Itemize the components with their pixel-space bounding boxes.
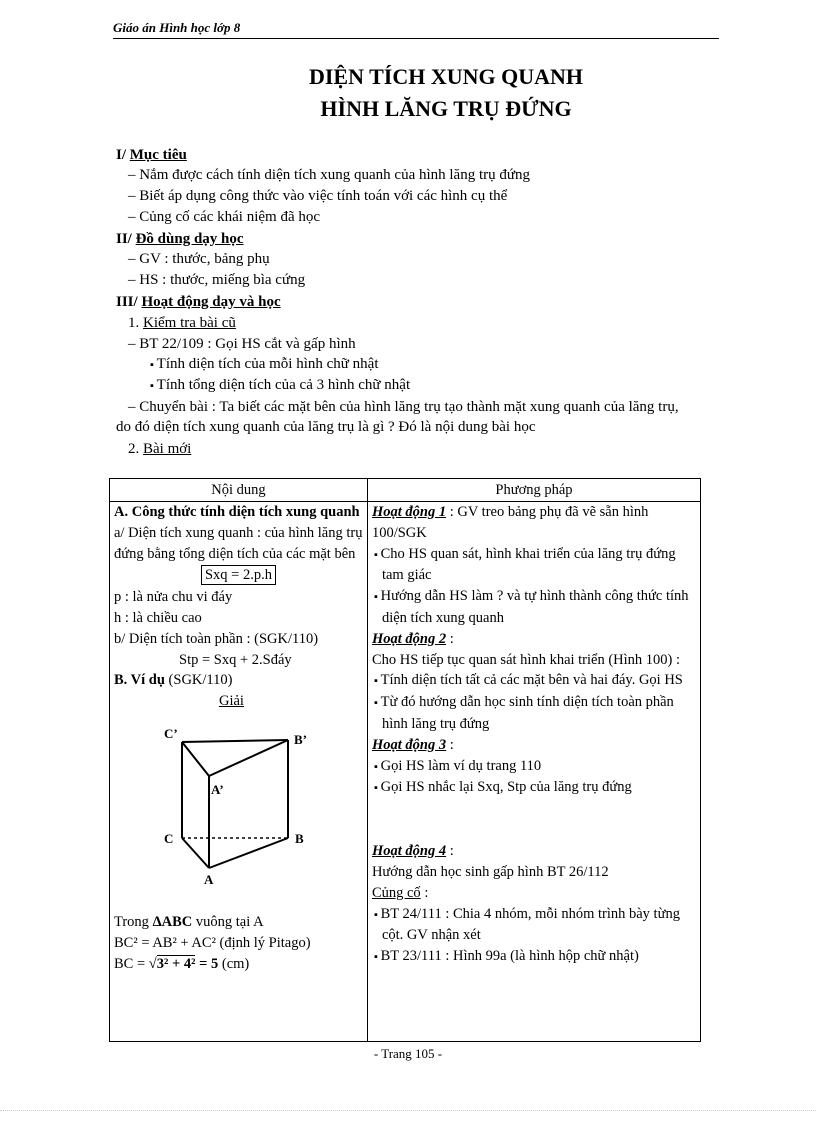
activity-2-item: ▪ Tính diện tích tất cả các mặt bên và hai đáy. Gọi HS: [372, 670, 696, 692]
section-2-heading: II/ Đồ dùng dạy học: [116, 231, 244, 247]
label-c1: C’: [164, 725, 178, 741]
formula-stp: Stp = Sxq + 2.Sđáy: [179, 651, 292, 668]
lesson-table: [109, 478, 701, 1042]
section-1-heading: I/ Mục tiêu: [116, 147, 187, 163]
part-a-title: A. Công thức tính diện tích xung quanh: [114, 504, 360, 520]
activity-1: Hoạt động 1 : GV treo bảng phụ đã vẽ sẵn hình 100/SGK: [371, 504, 649, 541]
goal-item: – Củng cố các khái niệm đã học: [128, 209, 321, 225]
activity-2-text: Cho HS tiếp tục quan sát hình khai triển (Hình 100) :: [371, 651, 681, 668]
label-b1: B’: [294, 731, 307, 747]
title-line-1: DIỆN TÍCH XUNG QUANH: [308, 64, 583, 89]
consolidation-heading: Củng cố :: [371, 884, 429, 901]
activity-1-item: ▪ Hướng dẫn HS làm ? và tự hình thành công thức tính diện tích xung quanh: [372, 586, 696, 629]
label-a: A: [204, 871, 214, 887]
edge-ca: [182, 838, 209, 868]
part-2-heading: 2. Bài mới: [128, 441, 192, 457]
activity-2-item: ▪ Từ đó hướng dẫn học sinh tính diện tích toàn phần hình lăng trụ đứng: [372, 692, 696, 735]
activity-3-item: ▪ Gọi HS làm ví dụ trang 110: [372, 756, 696, 778]
label-b: B: [295, 830, 304, 846]
solution-label: Giải: [219, 693, 244, 710]
example-triangle-line: Trong ΔABC vuông tại A: [114, 913, 264, 930]
part-b-title: B. Ví dụ (SGK/110): [114, 672, 233, 689]
page-header: Giáo án Hình học lớp 8: [113, 20, 719, 39]
activity-2: Hoạt động 2 :: [371, 630, 454, 647]
pitago-line: BC² = AB² + AC² (định lý Pitago): [114, 934, 311, 951]
part-1-heading: 1. Kiểm tra bài cũ: [128, 315, 236, 331]
formula-sxq: Sxq = 2.p.h: [201, 565, 276, 585]
p-definition: p : là nửa chu vi đáy: [114, 589, 233, 606]
bc-result-line: BC = √3² + 4² = 5 (cm): [114, 955, 250, 972]
transition-line-1: – Chuyển bài : Ta biết các mặt bên của hình lăng trụ tạo thành mặt xung quanh của lăng trụ,: [128, 399, 679, 415]
label-a1: A’: [211, 781, 224, 797]
goal-item: – Nắm được cách tính diện tích xung quanh của hình lăng trụ đứng: [128, 167, 531, 183]
consolidation-item: ▪ BT 24/111 : Chia 4 nhóm, mỗi nhóm trình bày từng cột. GV nhận xét: [372, 904, 696, 947]
page-bottom-rule: [0, 1110, 816, 1111]
edge-ba: [209, 838, 288, 868]
content-cell: [110, 502, 368, 1042]
tool-item: – GV : thước, bảng phụ: [128, 251, 270, 267]
edge-c1b1: [182, 740, 288, 742]
bt22-item: ▪ Tính tổng diện tích của cả 3 hình chữ nhật: [150, 377, 411, 393]
total-area-definition: b/ Diện tích toàn phần : (SGK/110): [114, 630, 319, 647]
activity-4-text: Hướng dẫn học sinh gấp hình BT 26/112: [371, 863, 609, 880]
method-cell: [367, 502, 700, 1042]
tool-item: – HS : thước, miếng bìa cứng: [128, 272, 306, 288]
bt22-line: – BT 22/109 : Gọi HS cắt và gấp hình: [128, 336, 356, 352]
transition-line-2: do đó diện tích xung quanh của lăng trụ là gì ? Đó là nội dung bài học: [116, 419, 536, 435]
title-line-2: HÌNH LĂNG TRỤ ĐỨNG: [320, 96, 572, 121]
activity-4: Hoạt động 4 :: [371, 843, 454, 860]
h-definition: h : là chiều cao: [114, 609, 202, 626]
label-c: C: [164, 830, 174, 846]
goal-item: – Biết áp dụng công thức vào việc tính toán với các hình cụ thể: [128, 188, 508, 204]
col-header-content: Nội dung: [110, 479, 368, 502]
bt22-item: ▪ Tính diện tích của mỗi hình chữ nhật: [150, 356, 379, 372]
prism-figure: [114, 712, 354, 912]
section-3-heading: III/ Hoạt động dạy và học: [116, 294, 281, 310]
activity-3-item: ▪ Gọi HS nhắc lại Sxq, Stp của lăng trụ đứng: [372, 777, 696, 799]
activity-1-item: ▪ Cho HS quan sát, hình khai triển của lăng trụ đứng tam giác: [372, 544, 696, 587]
consolidation-item: ▪ BT 23/111 : Hình 99a (là hình hộp chữ nhật): [372, 946, 696, 968]
page-number: - Trang 105 -: [373, 1046, 443, 1061]
edge-b1a1: [209, 740, 288, 776]
col-header-method: Phương pháp: [367, 479, 700, 502]
edge-c1a1: [182, 742, 209, 776]
lateral-area-definition: a/ Diện tích xung quanh : của hình lăng trụ đứng bằng tổng diện tích của các mặt bên: [114, 524, 363, 562]
activity-3: Hoạt động 3 :: [371, 736, 454, 753]
